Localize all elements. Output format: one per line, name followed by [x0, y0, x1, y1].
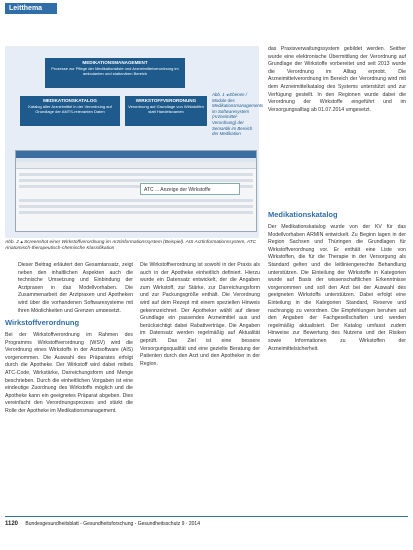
- journal-name: Bundesgesundheitsblatt - Gesundheitsforschung - Gesundheitsschutz 9 · 2014: [25, 521, 200, 527]
- figure-left-box: [20, 96, 120, 126]
- figure-caption: Abb. 2 ▴ Screenshot einer Wirkstoffverordnung im Arztinformationssystem (Beispiel). AIS Arztinformationssystem, ATC Anatomisch-therapeutisch-chemische Klassifikation: [5, 240, 257, 251]
- window-row: [19, 179, 253, 182]
- figure-right-box-text: Verordnung auf Grundlage von Wirkstoffen statt Handelsnamen: [128, 104, 204, 114]
- heading-medikationskatalog: Medikationskatalog: [268, 210, 338, 219]
- middle-column: [140, 262, 260, 510]
- figure-side-caption: Abb. 1 ◂ Ebenen / Module des Medikationsmanagements im Softwaresystem (Arzneimittel-Verordnung) der Semantik im Bereich der Medikation: [212, 92, 264, 137]
- window-row: [19, 205, 253, 208]
- left-column-intro: [18, 262, 133, 312]
- window-row: [19, 199, 253, 202]
- figure-top-box: [45, 58, 185, 88]
- figure-top-box-title: MEDIKATIONSMANAGEMENT: [82, 60, 148, 65]
- left-column-main-text: Bei der Wirkstoffverordnung im Rahmen des Programms Wirkstoffverordnung (WSV) wird die Verordnung eines Wirkstoffs in der Arztsoftware (AIS) vorgenommen. Die Auswahl des Präparates erfolgt durch die Apotheke. Der Wirkstoff wird dabei mittels ATC-Code, Wirkstärke, Darreichungsform und Menge beschrieben. Durch die einheitlichen Vorgaben ist eine eindeutige Zuordnung des Wirkstoffs möglich und die Apotheke kann ein geeignetes Präparat abgeben. Dies vereinfacht den Verordnungsprozess und stärkt die Rolle der Apotheke im Medikationsmanagement.: [5, 332, 133, 414]
- window-titlebar: [16, 151, 256, 158]
- window-toolbar: [16, 162, 256, 169]
- figure-left-box-text: Katalog aller Arzneimittel in der Verordnung auf Grundlage der AMTS-relevanten Daten: [28, 104, 112, 114]
- section-tab: Leitthema: [5, 3, 57, 14]
- figure-left-box-title: MEDIKATIONSKATALOG: [43, 98, 97, 103]
- right-column-top: [268, 46, 406, 114]
- page-number: 1120: [5, 521, 19, 527]
- window-row: [19, 211, 253, 214]
- window-row: [19, 173, 253, 176]
- figure-right-box-title: WIRKSTOFFVERORDNUNG: [135, 98, 197, 103]
- right-column-top-text: das Praxisverwaltungssystem gebildet werden. Seither wurde eine elektronische Übermittlung der Verordnung auf Grundlage der Wirkstoffe vorbereitet und seit 2013 wurde die Verordnung im Alltag erprobt. Die Arzneimittelverordnung im Bereich der Verordnung wird mit dem Arzneimittelkatalog des Systems unterstützt und zur Verfügung gestellt. In den Regionen wurde dabei die Verordnung der Wirkstoffe eingeführt und im Versorgungsalltag ab 01.07.2014 umgesetzt.: [268, 46, 406, 113]
- heading-wirkstoffverordnung: Wirkstoffverordnung: [5, 318, 80, 327]
- highlight-field: ATC ... Anzeige der Wirkstoffe: [140, 183, 240, 195]
- figure-top-box-text: Prozesse zur Pflege der Medikationsliste und Arzneimittelverordnung im ambulanten und stationären Bereich: [51, 66, 179, 76]
- right-column-main-text: Der Medikationskatalog wurde von der KV für das Modellvorhaben ARMIN entwickelt. Zu Beginn lagen in der Region Sachsen und Thüringen die Grundlagen für Wirkstoffverordnung vor. Er enthält eine Liste von Wirkstoffen, die für die Therapie in der Versorgung als Standard gelten und die leitliniengerechte Behandlung unterstützen. Die Einteilung der Wirkstoffe in Kategorien wurde auf Basis der wissenschaftlichen Erkenntnisse vorgenommen und soll den Arzt bei der Auswahl des geeigneten Wirkstoffs unterstützen. Dabei erfolgt eine Einteilung in die Kategorien Standard, Reserve und nachrangig zu verordnen. Die Empfehlungen beruhen auf den Angaben der Fachgesellschaften und werden regelmäßig aktualisiert. Der Katalog umfasst zudem Hinweise zur Bewertung des Nutzens und der Risiken sowie Informationen zu Wirkstoffen der Arzneimittelsicherheit.: [268, 224, 406, 352]
- page-footer: [5, 518, 408, 530]
- left-column-main: [5, 332, 133, 510]
- right-column-main: [268, 224, 406, 510]
- footer-rule: [5, 516, 408, 517]
- middle-column-text: Die Wirkstoffverordnung ist sowohl in der Praxis als auch in der Apotheke einheitlich definiert. Hierzu wurde ein Datensatz entwickelt, der die Angaben zum Wirkstoff, zur Stärke, zur Darreichungsform und zur Packungsgröße enthält. Die Verordnung wird auf dem Rezept mit einem speziellen Hinweis gekennzeichnet. Der Apotheker wählt auf dieser Grundlage ein passendes Arzneimittel aus und berücksichtigt dabei Rabattverträge. Die Angaben im Datensatz werden regelmäßig auf Aktualität geprüft. Das Ziel ist eine bessere Versorgungsqualität und eine gezielte Beratung der Patienten durch den Arzt und den Apotheker in der Region.: [140, 262, 260, 367]
- left-column-intro-text: Dieser Beitrag erläutert den Gesamtansatz, zeigt neben den inhaltlichen Aspekten auch die technische Umsetzung und Einbindung der Arztpraxen in das Modellvorhaben. Die Zusammenarbeit der Arztpraxen und Apotheken wird über die vorhandenen Softwaresysteme mit ihren Möglichkeiten und Grenzen umgesetzt.: [18, 262, 133, 312]
- figure-right-box: [125, 96, 207, 126]
